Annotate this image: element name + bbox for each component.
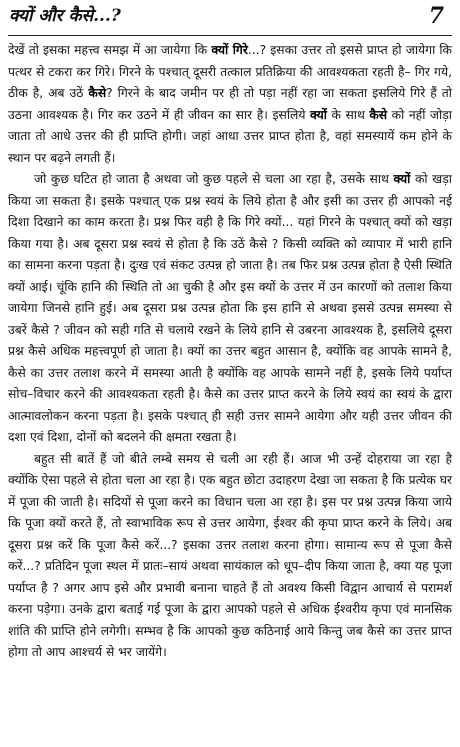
emphasis-text: क्यों <box>310 107 327 122</box>
emphasis-text: क्यों गिरे <box>211 43 248 57</box>
paragraph-text: जो कुछ घटित हो जाता है अथवा जो कुछ पहले से चला आ रहा है, उसके साथ <box>34 172 394 186</box>
running-head: क्यों और कैसे...? <box>9 6 121 26</box>
paragraph-text: बहुत सी बातें हैं जो बीते लम्बे समय से चली आ रही हैं। आज भी उन्हें दोहराया जा रहा है क्योंकि ऐसा पहले से होता चला आ रहा है। एक बहुत छोटा उदाहरण देखा जा सकता है कि प्रत्येक घर में पूजा की जाती है। सदियों से पूजा करने का विधान चला आ रहा है। इस पर प्रश्न उत्पन्न किया जाये कि पूजा क्यों करते हैं, तो स्वाभाविक रूप से उत्तर आयेगा, ईश्वर की कृपा प्राप्त करने के लिये। अब दूसरा प्रश्न करें कि पूजा कैसे करें...? इसका उत्तर तलाश करना होगा। सामान्य रूप से पूजा कैसे करें...? प्रतिदिन पूजा स्थल में प्रातः–सायं अथवा सायंकाल को धूप–दीप किया जाता है, क्या यह पूजा पर्याप्त है ? अगर आप इसे और प्रभावी बनाना चाहते हैं तो अवश्य किसी विद्वान आचार्य से परामर्श करना पड़ेगा। उनके द्वारा बताई गई पूजा के द्वारा आपको पहले से अधिक ईश्वरीय कृपा एवं मानसिक शांति की प्राप्ति होने लगेगी। सम्भव है कि आपको कुछ कठिनाई आये किन्तु जब कैसे का उत्तर प्राप्त होगा तो आप आश्चर्य से भर जायेंगे। <box>8 451 452 659</box>
paragraph-text: ...? इसका उत्तर तो इससे प्राप्त हो जायेगा कि पत्थर से टकरा कर गिरे। गिरने के पश्चात् दूसरी तत्काल प्रतिक्रिया की आवश्यकता रहती है– गिर गये, ठीक है, अब उठें <box>8 43 452 100</box>
paragraph-text: ? गिरने के बाद जमीन पर ही तो पड़ा नहीं रहा जा सकता इसलिये गिरे हैं तो उठना आवश्यक है। गिर कर उठने में ही जीवन का सार है। इसलिये <box>8 86 452 122</box>
page-number: 7 <box>428 3 444 29</box>
paragraph-text: को खड़ा किया जा सकता है। इसके पश्चात् एक प्रश्न स्वयं के लिये होता है और इसी का उत्तर ही आपको नई दिशा दिखाने का काम करता है। प्रश्न फिर वही है कि गिरे क्यों... यहां गिरने के पश्चात् क्यों को खड़ा किया गया है। अब दूसरा प्रश्न स्वयं से होता है कि उठें कैसे ? किसी व्यक्ति को व्यापार में भारी हानि का सामना करना पड़ता है। दुःख एवं संकट उत्पन्न हो जाता है। तब फिर प्रश्न उत्पन्न होता है ऐसी स्थिति क्यों आई। चूंकि हानि की स्थिति तो आ चुकी है और इस क्यों के उत्तर में उन कारणों को तलाश किया जायेगा जिनसे हानि हुई। अब दूसरा प्रश्न उत्पन्न होता कि इस हानि से अथवा इससे उत्पन्न समस्या से उबरें कैसे ? जीवन को सही गति से चलाये रखने के लिये हानि से उबरना आवश्यक है, इसलिये दूसरा प्रश्न कैसे अधिक महत्त्वपूर्ण हो जाता है। क्यों का उत्तर बहुत आसान है, क्योंकि वह आपके सामने है, कैसे का उत्तर तलाश करने में समस्या आती है क्योंकि वह आपके सामने नहीं है, इसके लिये पर्याप्त सोच–विचार करने की आवश्यकता रहती है। कैसे का उत्तर प्राप्त करने के लिये स्वयं का स्वयं के द्वारा आत्मावलोकन करना पड़ता है। इसके पश्चात् ही सही उत्तर सामने आयेगा और यही उत्तर जीवन की दशा एवं दिशा, दोनों को बदलने की क्षमता रखता है। <box>8 172 452 444</box>
emphasis-text: कैसे <box>369 107 388 122</box>
paragraph <box>8 40 452 169</box>
paragraph <box>8 449 452 664</box>
paragraph-text: को नहीं जोड़ा जाता तो आधे उत्तर की ही प्राप्ति होगी। जहां आधा उत्तर प्राप्त होता है, वहां समस्यायें कम होने के स्थान पर बढ़ने लगती हैं। <box>8 107 452 165</box>
paragraph-text: के साथ <box>326 107 370 122</box>
paragraph <box>8 169 452 449</box>
emphasis-text: कैसे <box>88 86 107 100</box>
emphasis-text: क्यों <box>393 172 411 186</box>
body-text <box>8 40 452 664</box>
paragraph-text: देखें तो इसका महत्त्व समझ में आ जायेगा कि <box>8 43 212 57</box>
page-header <box>8 3 452 36</box>
